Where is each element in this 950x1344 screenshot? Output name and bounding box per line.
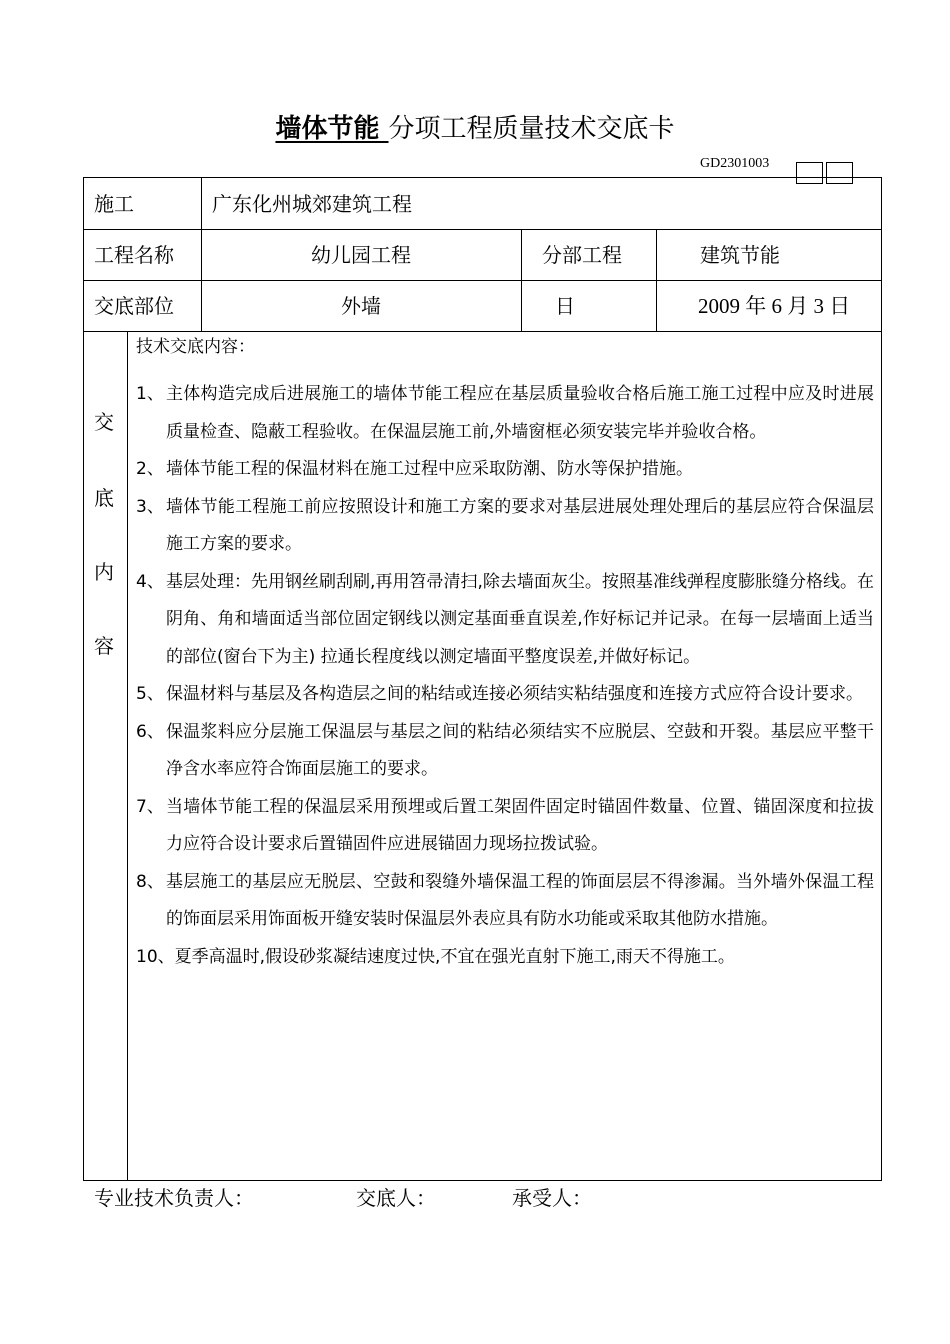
content-heading: 技术交底内容： [136,337,255,357]
side-label-char-3: 内 [94,560,114,584]
list-item [136,939,874,977]
construction-label: 施工 [94,192,134,216]
sub-project-label: 分部工程 [542,243,622,267]
item-text: 主体构造完成后进展施工的墙体节能工程应在基层质量验收合格后施工施工过程中应及时进展质量检查、隐蔽工程验收。在保温层施工前,外墙窗框必须安装完毕并验收合格。 [166,384,874,442]
item-number: 7、 [136,796,164,817]
item-text: 墙体节能工程施工前应按照设计和施工方案的要求对基层进展处理处理后的基层应符合保温层施工方案的要求。 [166,496,874,554]
project-name-label: 工程名称 [94,243,174,267]
presenter-label: 交底人： [356,1186,436,1210]
list-item [136,714,874,789]
row-divider-1 [83,229,882,230]
side-label-char-1: 交 [94,410,114,434]
col-divider-2 [521,229,522,331]
document-title [0,108,950,145]
disclosure-content [136,334,874,976]
col-divider-3 [656,229,657,331]
row-divider-2 [83,280,882,281]
side-divider [127,331,128,1181]
item-text: 基层处理：先用钢丝刷刮刷,再用笤帚清扫,除去墙面灰尘。按照基准线弹程度膨胀缝分格线。在阴角、角和墙面适当部位固定钢线以测定基面垂直误差,作好标记并记录。在每一层墙面上适当的部位(窗台下为主) 拉通长程度线以测定墙面平整度误差,并做好标记。 [166,571,874,667]
list-item [136,789,874,864]
tech-lead-label: 专业技术负责人： [94,1186,254,1210]
list-item [136,376,874,451]
list-item [136,451,874,489]
item-text: 墙体节能工程的保温材料在施工过程中应采取防潮、防水等保护措施。 [166,459,693,479]
item-number: 2、 [136,459,164,479]
list-item [136,676,874,714]
item-number: 4、 [136,571,164,592]
document-code: GD2301003 [700,156,770,171]
disclosure-location-label: 交底部位 [94,294,174,318]
list-item [136,864,874,939]
item-text: 保温材料与基层及各构造层之间的粘结或连接必须结实粘结强度和连接方式应符合设计要求。 [166,684,863,704]
construction-value: 广东化州城郊建筑工程 [212,192,412,216]
date-value: 2009 年 6 月 3 日 [698,294,851,318]
item-number: 8、 [136,871,164,892]
disclosure-location-value: 外墙 [341,294,381,318]
item-number: 3、 [136,496,164,517]
side-label-char-2: 底 [94,486,114,510]
title-rest: 分项工程质量技术交底卡 [388,114,675,144]
item-text: 当墙体节能工程的保温层采用预埋或后置工架固件固定时锚固件数量、位置、锚固深度和拉拔力应符合设计要求后置锚固件应进展锚固力现场拉拨试验。 [166,796,874,854]
item-number: 10、 [136,946,175,967]
title-subject: 墙体节能 [275,114,389,144]
item-text: 基层施工的基层应无脱层、空鼓和裂缝外墙保温工程的饰面层层不得渗漏。当外墙外保温工程的饰面层采用饰面板开缝安装时保温层外表应具有防水功能或采取其他防水措施。 [166,871,874,929]
receiver-label: 承受人： [512,1186,592,1210]
item-number: 5、 [136,684,164,704]
item-number: 6、 [136,721,164,742]
list-item [136,489,874,564]
item-text: 夏季高温时,假设砂浆凝结速度过快,不宜在强光直射下施工,雨天不得施工。 [174,946,735,967]
list-item [136,564,874,677]
row-divider-3 [83,331,882,332]
project-name-value: 幼儿园工程 [311,243,411,267]
side-label-char-4: 容 [94,634,114,658]
item-text: 保温浆料应分层施工保温层与基层之间的粘结必须结实不应脱层、空鼓和开裂。基层应平整干净含水率应符合饰面层施工的要求。 [166,721,874,779]
date-label: 日 [555,294,575,318]
item-number: 1、 [136,384,164,404]
sub-project-value: 建筑节能 [700,243,780,267]
